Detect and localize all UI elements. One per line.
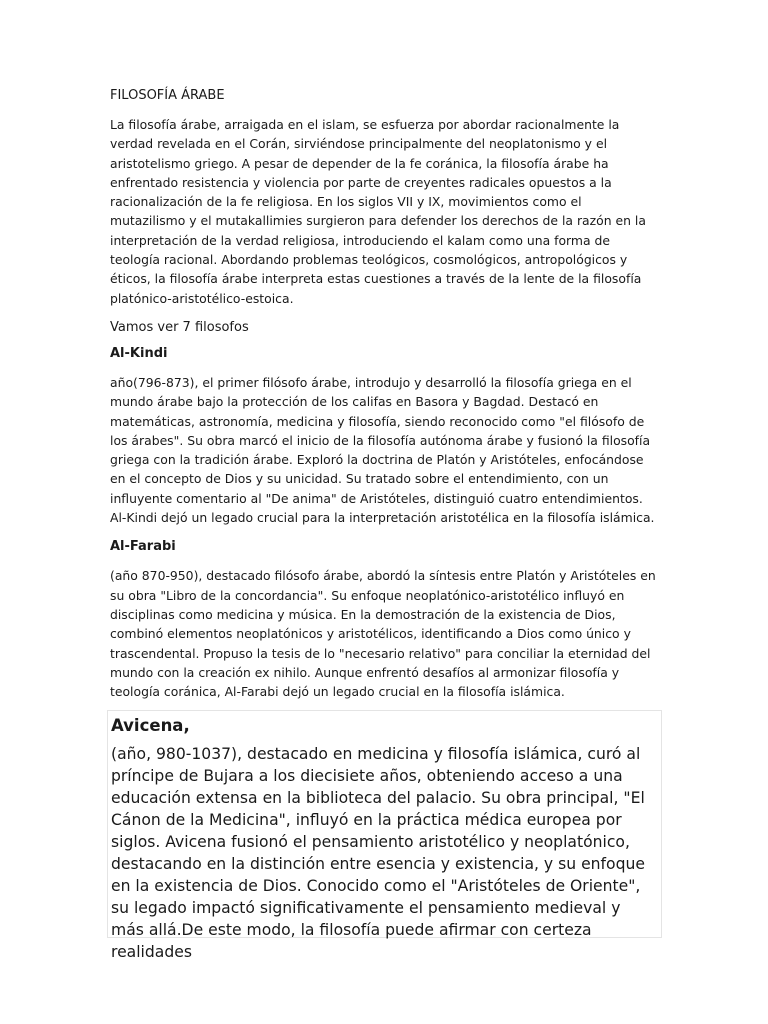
intro-paragraph: La filosofía árabe, arraigada en el islam, se esfuerza por abordar racionalmente la verdad revelada en el Corán, sirviéndose principalmente del neoplatonismo y el aristotelismo griego. A pesar de depender de la fe coránica, la filosofía árabe ha enfrentado resistencia y violencia por parte de creyentes radicales opuestos a la racionalización de la fe religiosa. En los siglos VII y IX, movimientos como el mutazilismo y el mutakallimies surgieron para defender los derechos de la razón en la interpretación de la verdad religiosa, introduciendo el kalam como una forma de teología racional. Abordando problemas teológicos, cosmológicos, antropológicos y éticos, la filosofía árabe interpreta estas cuestiones a través de la lente de la filosofía platónico-aristotélico-estoica. (110, 117, 646, 306)
document-title: FILOSOFÍA ÁRABE (110, 88, 225, 103)
philosophers-intro: Vamos ver 7 filosofos (110, 319, 249, 335)
avicena-zoom-panel (107, 710, 662, 961)
section-body-al-farabi: (año 870-950), destacado filósofo árabe, abordó la síntesis entre Platón y Aristóteles en su obra "Libro de la concordancia". Su enfoque neoplatónico-aristotélico influyó en disciplinas como medicina y música. En la demostración de la existencia de Dios, combinó elementos neoplatónicos y aristotélicos, identificando a Dios como único y trascendental. Propuso la tesis de lo "necesario relativo" para conciliar la eternidad del mundo con la creación ex nihilo. Aunque enfrentó desafíos al armonizar filosofía y teología coránica, Al-Farabi dejó un legado crucial en la filosofía islámica. (110, 568, 656, 700)
section-heading-avicena: Avicena, (111, 716, 190, 735)
section-body-al-kindi: año(796-873), el primer filósofo árabe, introdujo y desarrolló la filosofía griega en el mundo árabe bajo la protección de los califas en Basora y Bagdad. Destacó en matemáticas, astronomía, medicina y filosofía, siendo reconocido como "el filósofo de los árabes". Su obra marcó el inicio de la filosofía autónoma árabe y fusionó la filosofía griega con la tradición árabe. Exploró la doctrina de Platón y Aristóteles, enfocándose en el concepto de Dios y su unicidad. Su tratado sobre el entendimiento, con un influyente comentario al "De anima" de Aristóteles, distinguió cuatro entendimientos. Al-Kindi dejó un legado crucial para la interpretación aristotélica en la filosofía islámica. (110, 374, 655, 526)
section-body-avicena: (año, 980-1037), destacado en medicina y filosofía islámica, curó al príncipe de Bujara a los diecisiete años, obteniendo acceso a una educación extensa en la biblioteca del palacio. Su obra principal, "El Cánon de la Medicina", influyó en la práctica médica europea por siglos. Avicena fusionó el pensamiento aristotélico y neoplatónico, destacando en la distinción entre esencia y existencia, y su enfoque en la existencia de Dios. Conocido como el "Aristóteles de Oriente", su legado impactó significativamente el pensamiento medieval y más allá.De este modo, la filosofía puede afirmar con certeza realidades (111, 745, 645, 961)
document-content (110, 86, 658, 711)
section-heading-al-farabi: Al-Farabi (110, 539, 176, 555)
section-heading-al-kindi: Al-Kindi (110, 345, 168, 361)
